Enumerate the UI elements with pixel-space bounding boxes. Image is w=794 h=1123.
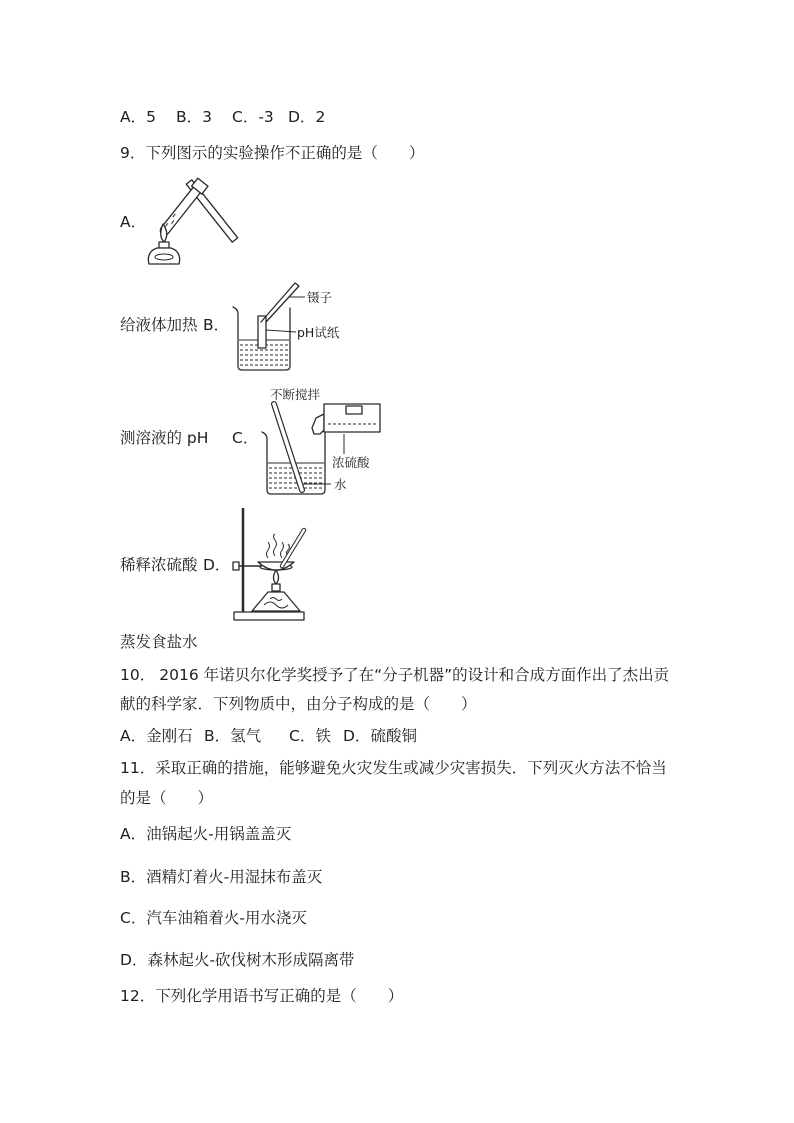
question-number: 10． [120,666,156,684]
option-label: A． [120,727,147,745]
question-text: 下列图示的实验操作不正确的是（ ） [145,144,425,162]
q9-option-c-label: C． [232,429,259,447]
q10-option-c [289,726,343,746]
option-label: A． [120,108,147,126]
option-text: -3 [258,108,274,126]
option-label: B． [204,727,231,745]
q12-stem [120,986,403,1006]
q11-option-d [120,950,355,970]
question-text: 采取正确的措施，能够避免火灾发生或减少灾害损失．下列灭火方法不恰当 [155,759,667,777]
option-label: C． [232,108,259,126]
question-text: 2016 年诺贝尔化学奖授予了在“分子机器”的设计和合成方面作出了杰出贡 [159,666,670,684]
option-label: B． [176,108,203,126]
option-label: C． [120,909,147,927]
q10-stem-line-2: 献的科学家．下列物质中，由分子构成的是（ ） [120,695,477,713]
alcohol-lamp [148,224,179,264]
glass-rod [282,530,304,566]
option-label: B． [120,868,147,886]
alcohol-lamp [252,570,300,611]
q9-option-d-caption: 蒸发食盐水 [120,633,198,651]
q9-stem [120,143,424,163]
diagram-measure-ph [228,278,348,374]
q11-option-c [120,908,307,928]
option-label: D． [288,108,316,126]
option-label: D． [120,951,148,969]
acid-bottle [312,404,380,434]
q8-option-c [232,107,288,127]
q9-option-d-label: D． [203,556,231,574]
option-text: 3 [202,108,213,126]
option-text: 硫酸铜 [370,727,417,745]
q8-option-d [288,107,344,127]
tweezers [261,283,299,322]
q10-option-a [120,726,204,746]
steam [267,534,290,558]
q10-option-b [204,726,289,746]
option-text: 金刚石 [146,727,193,745]
q10-stem-line-1 [120,665,669,685]
option-text: 2 [315,108,326,126]
question-number: 12． [120,987,156,1005]
question-text: 下列化学用语书写正确的是（ ） [155,987,404,1005]
q9-option-a-caption: 给液体加热 [120,316,198,334]
q10-option-d [343,726,417,746]
question-number: 11． [120,759,156,777]
ph-paper-leader-line [266,330,296,332]
water-label: 水 [334,477,347,492]
q9-option-b-label: B． [203,316,230,334]
option-text: 铁 [315,727,331,745]
ph-paper-label: pH试纸 [297,325,340,340]
option-text: 油锅起火-用锅盖盖灭 [146,825,292,843]
option-text: 5 [146,108,156,126]
q8-option-b [176,107,232,127]
q11-stem-line-1 [120,758,667,778]
q10-options [120,726,417,746]
q8-options [120,107,344,127]
diagram-evaporation [228,504,312,626]
diagram-heating-liquid [145,176,241,266]
question-number: 9． [120,144,146,162]
stir-label: 不断搅拌 [270,387,321,402]
option-label: D． [343,727,371,745]
q11-stem-line-2: 的是（ ） [120,789,214,807]
q9-option-b-caption: 测溶液的 pH [120,429,209,447]
q11-option-b [120,867,322,887]
acid-label: 浓硫酸 [332,455,370,470]
q9-option-c-caption: 稀释浓硫酸 [120,556,198,574]
glass-rod [274,404,302,490]
q11-option-a [120,824,291,844]
option-text: 氢气 [230,727,262,745]
diagram-dilute-acid [258,384,384,498]
q8-option-a [120,107,176,127]
option-label: A． [120,825,147,843]
q9-option-a-label: A． [120,213,147,231]
tweezers-label: 镊子 [307,290,333,305]
option-text: 酒精灯着火-用湿抹布盖灭 [146,868,323,886]
option-text: 汽车油箱着火-用水浇灭 [146,909,307,927]
option-text: 森林起火-砍伐树木形成隔离带 [147,951,355,969]
option-label: C． [289,727,316,745]
